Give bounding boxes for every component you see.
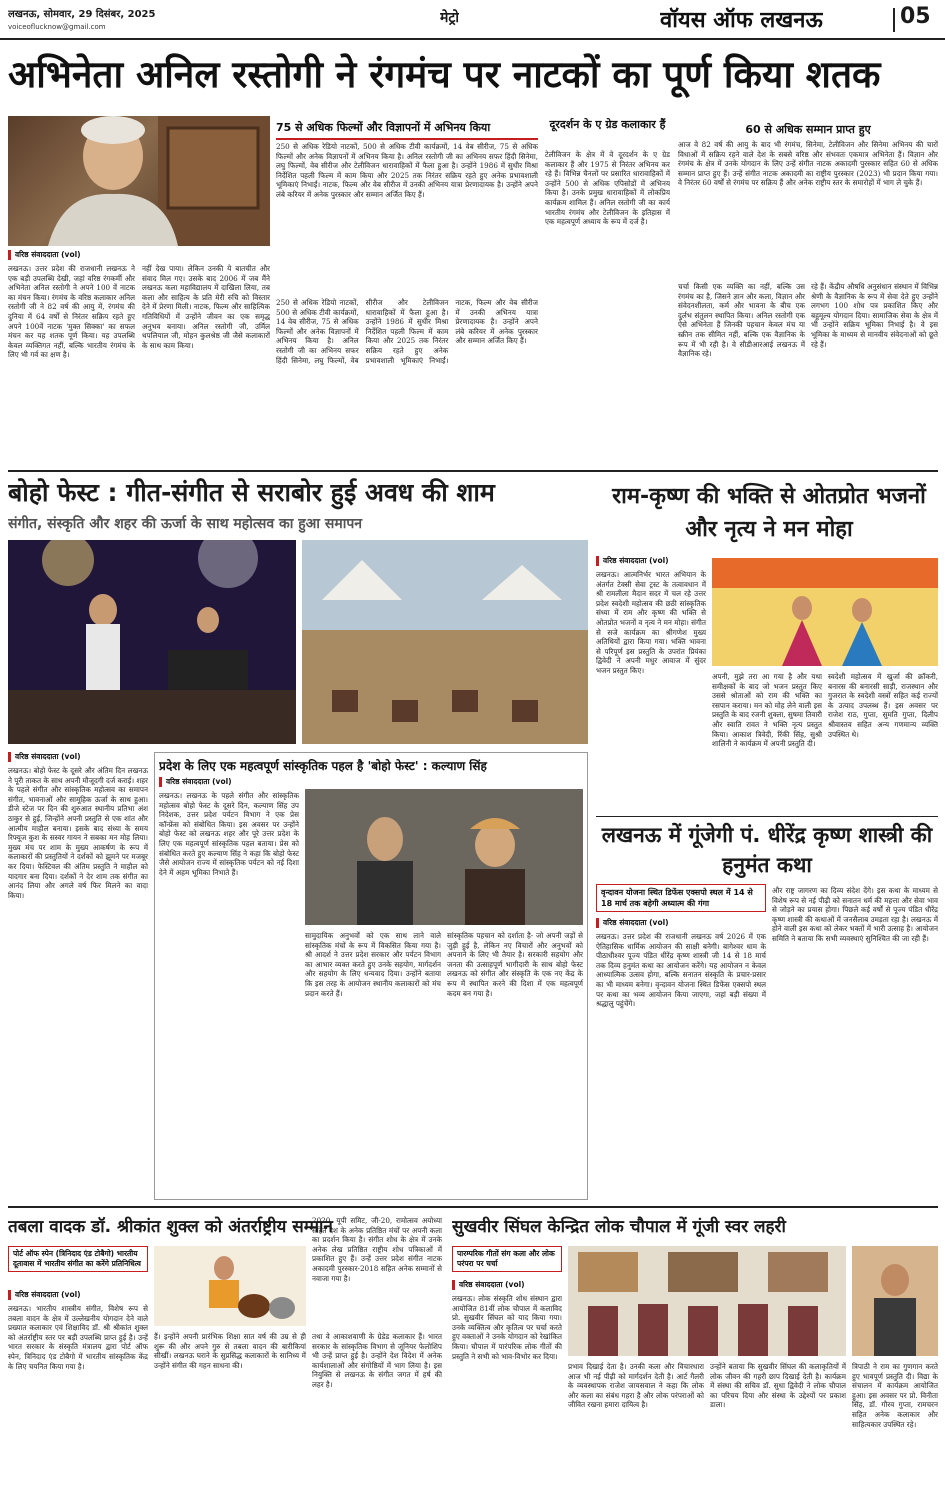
boho-box-byline: वरिष्ठ संवाददाता (vol) bbox=[159, 777, 294, 787]
tabla-column-extra: हैं। इन्होंने अपनी प्रारंभिक शिक्षा सात वर्ष की उम्र से ही शुरू की और अपने गुरु से तबला वादन की बारीकियां सीखीं। लखनऊ घराने के सुप्रसिद्ध कलाकारों के सानिध्य में उन्होंने संगीत की गहन साधना की। bbox=[154, 1332, 306, 1370]
page-divider bbox=[893, 8, 895, 32]
tabla-column-1: लखनऊ। भारतीय शास्त्रीय संगीत, विशेष रूप से तबला वादन के क्षेत्र में उल्लेखनीय योगदान देने वाले प्रख्यात कलाकार एवं शिक्षाविद डॉ. श्री श्रीकांत शुक्ल को अंतर्राष्ट्रीय स्तर पर बड़ी उपलब्धि प्राप्त हुई है। उन्हें भारत सरकार के संस्कृति मंत्रालय द्वारा पोर्ट ऑफ स्पेन, त्रिनिदाद एंड टोबैगो में भारतीय सांस्कृतिक केंद्र के लिए चयनित किया गया है। bbox=[8, 1304, 148, 1371]
lead-photo-anil-rastogi bbox=[8, 116, 270, 246]
lead-column-3b-text: 250 से अधिक रेडियो नाटकों, 500 से अधिक टीवी कार्यक्रमों, 14 वेब सीरीज, 75 से अधिक फिल्मों और अनेक विज्ञापनों में अभिनय किया है। अनिल रस्तोगी जी का अभिनय सफर हिंदी सिनेमा, लघु फिल्मों, वेब सीरीज और टेलीविजन धारावाहिकों में फैला हुआ है। उन्होंने 1986 में सुधीर मिश्रा निर्देशित पहली फिल्म में काम किया और 2025 तक निरंतर सक्रिय रहते हुए अनेक प्रभावशाली भूमिकाएं निभाईं। नाटक, फिल्म और वेब सीरीज में उनकी अभिनय यात्रा प्रेरणादायक है। उन्होंने अपने लंबे करियर में अनेक पुरस्कार और सम्मान अर्जित किए हैं। bbox=[276, 298, 538, 365]
crowd-illustration bbox=[302, 540, 588, 744]
lead-headline: अभिनेता अनिल रस्तोगी ने रंगमंच पर नाटकों का पूर्ण किया शतक bbox=[8, 53, 881, 96]
masthead bbox=[0, 0, 945, 40]
ramkrishna-column-2: अपनी, मुझे तरा आ गया है और यथा समीक्षकों के बाद जो भजन प्रस्तुत किए उससे श्रोताओं को राम की भक्ति का रसपान कराया। मन को मोह लेने वाली इस प्रस्तुति के बाद रजनी शुक्ला, सुषमा तिवारी और स्वाति रावत ने भक्ति नृत्य प्रस्तुत किया। आकाश त्रिवेदी, रिंकी सिंह, सुश्री शालिनी ने कार्यक्रम में अपनी प्रस्तुति दी। bbox=[712, 672, 822, 749]
ramkrishna-byline: वरिष्ठ संवाददाता (vol) bbox=[596, 556, 706, 566]
press-conference-illustration bbox=[305, 789, 583, 925]
group-photo-illustration bbox=[568, 1246, 846, 1356]
tabla-photo bbox=[154, 1246, 306, 1326]
lead-column-1: लखनऊ। उत्तर प्रदेश की राजधानी लखनऊ ने एक बड़ी उपलब्धि देखी, जहां वरिष्ठ रंगकर्मी और अभिनेता अनिल रस्तोगी ने अपने 100 वें नाटक का मंचन किया। रंगमंच के वरिष्ठ कलाकार अनिल रस्तोगी जी ने 82 वर्ष की आयु में, रंगमंच की दुनिया में 64 वर्षों से निरंतर सक्रिय रहते हुए अपने 100वें नाटक 'मुक्त सिक्का' का सफल मंचन कर यह शतक पूर्ण किया। यह उपलब्धि केवल व्यक्तिगत नहीं, बल्कि भारतीय रंगमंच के लिए भी गर्व का क्षण है। bbox=[8, 264, 135, 360]
boho-column-1: लखनऊ। बोहो फेस्ट के दूसरे और अंतिम दिन लखनऊ ने पूरी ताकत के साथ अपनी मौजूदगी दर्ज कराई। शहर के पहले संगीत और सांस्कृतिक महोत्सव का समापन संगीत, भावनाओं और सामूहिक ऊर्जा के साथ हुआ। डीजे स्टेज पर दिन की शुरुआत स्थानीय प्रतिभा अंश ठाकुर से हुई, जिन्होंने अपनी प्रस्तुति से एक शांत और आत्मीय माहौल बनाया। इसके बाद संध्या के समय रिफ्यूज कुश के सस्वर गायन ने सबका मन मोह लिया। मुख्य मंच पर शाम के मुख्य आकर्षण के रूप में कलाकारों की प्रस्तुतियों ने दर्शकों को झूमने पर मजबूर कर दिया। फेस्टिवल की अंतिम प्रस्तुति ने माहौल को यादगार बना दिया। दर्शकों ने देर शाम तक संगीत का आनंद लिया और अगले वर्ष फिर मिलने का वादा किया। bbox=[8, 766, 148, 900]
dhirendra-headline: लखनऊ में गूंजेगी पं. धीरेंद्र कृष्ण शास्त्री की हनुमंत कथा bbox=[601, 823, 933, 877]
tabla-column-2: 2020, यूपी समिट, जी-20, रामोत्सव अयोध्या सहित देश के अनेक प्रतिष्ठित मंचों पर अपनी कला का प्रदर्शन किया है। संगीत शोध के क्षेत्र में उनके अनेक लेख प्रतिष्ठित राष्ट्रीय शोध पत्रिकाओं में प्रकाशित हुए हैं। उन्हें उत्तर प्रदेश संगीत नाटक अकादमी पुरस्कार-2018 सहित अनेक सम्मानों से नवाजा गया है। bbox=[312, 1216, 442, 1283]
section-label: मेट्रो bbox=[440, 10, 460, 26]
lead-byline: वरिष्ठ संवाददाता (vol) bbox=[8, 250, 270, 260]
tabla-headline: तबला वादक डॉ. श्रीकांत शुक्ल को अंतर्राष्ट्रीय सम्मान bbox=[8, 1217, 333, 1237]
tabla-player-illustration bbox=[154, 1246, 306, 1326]
boho-byline: वरिष्ठ संवाददाता (vol) bbox=[8, 752, 148, 762]
boho-box-headline: प्रदेश के लिए एक महत्वपूर्ण सांस्कृतिक पहल है 'बोहो फेस्ट' : कल्याण सिंह bbox=[159, 759, 487, 773]
ramkrishna-column-1: लखनऊ। आत्मनिर्भर भारत अभियान के अंतर्गत टेक्सी सेवा ट्रस्ट के तत्वावधान में श्री रामलीला मैदान सदर में चल रहे उत्तर प्रदेश स्वदेशी महोत्सव की छठी सांस्कृतिक संध्या में राम और कृष्ण की भक्ति से ओतप्रोत भजनों व नृत्य ने मन मोहा। संगीत से सजे कार्यक्रम का श्रीगणेश मुख्य अतिथियों द्वारा किया गया। भक्ति भावना से परिपूर्ण इस प्रस्तुति के उपरांत प्रियंका द्विवेदी ने अपनी मधुर आवाज में सुंदर भजन प्रस्तुत किए। bbox=[596, 570, 706, 675]
chaupal-column-3: उन्होंने बताया कि सुखवीर सिंघल की कलाकृतियों में लोक जीवन की गहरी छाप दिखाई देती है। कार्यक्रम में संस्था की सचिव डॉ. सुधा द्विवेदी ने लोक चौपाल का परिचय दिया और संस्था के उद्देश्यों पर प्रकाश डाला। bbox=[710, 1362, 846, 1410]
lead-subhead-doordarshan: दूरदर्शन के ए ग्रेड कलाकार हैं bbox=[549, 118, 666, 131]
dhirendra-sidebar bbox=[596, 884, 766, 912]
divider-lead bbox=[8, 470, 938, 472]
chaupal-sidebar-text: पारम्परिक गीतों संग कला और लोक परंपरा पर चर्चा bbox=[457, 1249, 555, 1268]
chaupal-sidebar bbox=[452, 1246, 562, 1272]
tabla-byline: वरिष्ठ संवाददाता (vol) bbox=[8, 1290, 148, 1300]
lead-column-5: आज वे 82 वर्ष की आयु के बाद भी रंगमंच, सिनेमा, टेलीविजन और सिनेमा अभिनय की चारों विधाओं में सक्रिय रहने वाले देश के सबसे वरिष्ठ और संभवतः एकमात्र अभिनेता हैं। विज्ञान और रंगमंच के क्षेत्र में उनके योगदान के लिए उन्हें संगीत नाटक अकादमी पुरस्कार सहित 60 से अधिक सम्मान प्राप्त हुए हैं। उन्हें संगीत नाटक अकादमी का राष्ट्रीय पुरस्कार (2023) भी प्रदान किया गया। वे निरंतर 60 वर्षों से रंगमंच पर सक्रिय हैं और अनेक राष्ट्रीय स्तर के समारोहों में भाग ले चुके हैं। bbox=[678, 140, 938, 188]
lead-column-3b bbox=[276, 298, 538, 464]
page-number: 05 bbox=[900, 4, 931, 29]
boho-headline: बोहो फेस्ट : गीत-संगीत से सराबोर हुई अवध की शाम bbox=[8, 478, 495, 507]
ramkrishna-column-3: स्वदेशी महोत्सव में खुर्जा की क्रॉकरी, बनारस की बनारसी साड़ी, राजस्थान और गुजरात के स्वदेशी वस्त्रों सहित कई राज्यों के उत्पाद उपलब्ध हैं। इस अवसर पर राजेश राठ, गुप्ता, सुमति गुप्ता, दिलीप श्रीवास्तव सहित अन्य गणमान्य व्यक्ति उपस्थित थे। bbox=[828, 672, 938, 739]
tabla-sidebar-text: पोर्ट ऑफ स्पेन (त्रिनिदाद एंड टोबैगो) भारतीय दूतावास में भारतीय संगीत का करेंगे प्रतिनिधित्व bbox=[13, 1249, 141, 1268]
paper-name: वॉयस ऑफ लखनऊ bbox=[660, 8, 823, 33]
chaupal-column-4: त्रिपाठी ने राम का गुणगान करते हुए भावपूर्ण प्रस्तुति दी। विद्या के संचालन में कार्यक्रम आयोजित हुआ। इस अवसर पर प्रो. विनीता सिंह, डॉ. गौरव गुप्ता, रामचरन सहित अनेक कलाकार और साहित्यकार उपस्थित रहे। bbox=[852, 1362, 938, 1429]
speaker-illustration bbox=[852, 1246, 938, 1356]
chaupal-byline: वरिष्ठ संवाददाता (vol) bbox=[452, 1280, 562, 1290]
boho-subhead: संगीत, संस्कृति और शहर की ऊर्जा के साथ महोत्सव का हुआ समापन bbox=[8, 516, 363, 532]
chaupal-photo-group bbox=[568, 1246, 846, 1356]
ramkrishna-photo-dance bbox=[712, 558, 938, 666]
portrait-illustration bbox=[8, 116, 270, 246]
boho-box-column-3: सांस्कृतिक पहचान को दर्शाता है- जो अपनी जड़ों से जुड़ी हुई है, लेकिन नए विचारों और अनुभवों को अपनाने के लिए भी तैयार है। सरकारी सहयोग और जनता की उत्साहपूर्ण भागीदारी के साथ बोहो फेस्ट लखनऊ को संगीत और संस्कृति के एक नए केंद्र के रूप में स्थापित करने की दिशा में एक महत्वपूर्ण कदम बन गया है। bbox=[447, 931, 583, 998]
dhirendra-byline: वरिष्ठ संवाददाता (vol) bbox=[596, 918, 766, 928]
boho-photo-crowd bbox=[302, 540, 588, 744]
boho-box-column-1: लखनऊ। लखनऊ के पहले संगीत और सांस्कृतिक महोत्सव बोहो फेस्ट के दूसरे दिन, कल्याण सिंह उप निदेशक, उत्तर प्रदेश पर्यटन विभाग ने एक प्रेस कॉन्फ्रेंस को संबोधित किया। इस अवसर पर उन्होंने बोहो फेस्ट को लखनऊ शहर और पूरे उत्तर प्रदेश के लिए एक महत्वपूर्ण सांस्कृतिक पहल बताया। प्रेस को संबोधित करते हुए कल्याण सिंह ने कहा कि बोहो फेस्ट जैसे आयोजन राज्य में सांस्कृतिक पर्यटन को नई दिशा देने में अहम भूमिका निभाते हैं। bbox=[159, 791, 299, 877]
lead-subhead-awards: 60 से अधिक सम्मान प्राप्त हुए bbox=[745, 123, 871, 136]
lead-column-7: रहे हैं। केंद्रीय औषधि अनुसंधान संस्थान में विभिन्न श्रेणी के वैज्ञानिक के रूप में सेवा देते हुए उन्होंने लगभग 100 शोध पत्र प्रकाशित किए और बहुमूल्य योगदान दिया। सामाजिक सेवा के क्षेत्र में भी उन्होंने सक्रिय भूमिका निभाई है। वे इस भूमिका के माध्यम से मानवीय संवेदनाओं को छूते रहे हैं। bbox=[811, 282, 938, 349]
lead-column-2: नहीं देख पाया। लेकिन उनकी ये बातचीत और संवाद मिल गए। उसके बाद 2006 में जब मैंने लखनऊ कला महाविद्यालय में दाखिला लिया, तब कला और साहित्य के प्रति मेरी रुचि को विस्तार देने में प्रेरणा मिली। नाटक, फिल्म और साहित्यिक गतिविधियों में उन्होंने जीवन का एक समृद्ध अनुभव बनाया। अनिल रस्तोगी जी, उर्मिल थपलियाल जी, मोहन कुलश्रेष्ठ जी जैसे कलाकारों के साथ काम किया। bbox=[142, 264, 270, 350]
boho-box-column-2: सामुदायिक अनुभवों को एक साथ लाने वाले सांस्कृतिक मंचों के रूप में विकसित किया गया है। श्री आदर्श ने उत्तर प्रदेश सरकार और पर्यटन विभाग का आभार व्यक्त करते हुए उनके सहयोग, मार्गदर्शन और सहयोग के लिए धन्यवाद दिया। उन्होंने बताया कि इस तरह के आयोजन स्थानीय कलाकारों को मंच प्रदान करते हैं। bbox=[305, 931, 441, 998]
lead-column-6: चर्चा किसी एक व्यक्ति का नहीं, बल्कि उस रंगमंच का है, जिसने ज्ञान और कला, विज्ञान और संवेदनशीलता, कर्म और भावना के बीच एक दुर्लभ संतुलन स्थापित किया। अनिल रस्तोगी एक ऐसे अभिनेता हैं जिनकी पहचान केवल मंच या स्क्रीन तक सीमित नहीं, बल्कि एक वैज्ञानिक के रूप में भी रही है। वे सीडीआरआई लखनऊ में वैज्ञानिक रहे। bbox=[678, 282, 805, 359]
divider-right bbox=[596, 816, 938, 817]
dhirendra-sidebar-text: वृन्दावन योजना स्थित डिफेंस एक्सपो स्थल में 14 से 18 मार्च तक बहेगी अध्यात्म की गंगा bbox=[601, 888, 753, 908]
lead-column-3: 250 से अधिक रेडियो नाटकों, 500 से अधिक टीवी कार्यक्रमों, 14 वेब सीरीज, 75 से अधिक फिल्मों और अनेक विज्ञापनों में अभिनय किया है। अनिल रस्तोगी जी का अभिनय सफर हिंदी सिनेमा, लघु फिल्मों, वेब सीरीज और टेलीविजन धारावाहिकों में फैला हुआ है। उन्होंने 1986 में सुधीर मिश्रा निर्देशित पहली फिल्म में काम किया और 2025 तक निरंतर सक्रिय रहते हुए अनेक प्रभावशाली भूमिकाएं निभाईं। नाटक, फिल्म और वेब सीरीज में उनकी अभिनय यात्रा प्रेरणादायक है। उन्होंने अपने लंबे करियर में अनेक पुरस्कार और सम्मान अर्जित किए हैं। bbox=[276, 142, 538, 199]
masthead-email: voiceoflucknow@gmail.com bbox=[8, 23, 106, 31]
ramkrishna-headline: राम-कृष्ण की भक्ति से ओतप्रोत भजनों और नृत्य ने मन मोहा bbox=[612, 484, 926, 542]
boho-box bbox=[154, 752, 588, 1200]
tabla-column-3: तथा वे आकाशवाणी के ग्रेडेड कलाकार हैं। भारत सरकार के सांस्कृतिक विभाग से जूनियर फेलोशिप भी उन्हें प्राप्त हुई है। उन्होंने देश विदेश में अनेक कार्यशालाओं और संगोष्ठियों में भाग लिया है। इस नियुक्ति से लखनऊ के संगीत जगत में हर्ष की लहर है। bbox=[312, 1332, 442, 1389]
divider-bottom bbox=[8, 1206, 938, 1208]
stage-performance-illustration bbox=[8, 540, 296, 744]
lead-column-4: टेलीविजन के क्षेत्र में वे दूरदर्शन के ए ग्रेड कलाकार हैं और 1975 से निरंतर अभिनय कर रहे हैं। विभिन्न चैनलों पर प्रसारित धारावाहिकों में उन्होंने 500 से अधिक एपिसोडों में अभिनय किया है। उनके प्रमुख धारावाहिकों में लोकप्रिय कार्यक्रम शामिल हैं। अनिल रस्तोगी जी का कार्य भारतीय रंगमंच और टेलीविजन के इतिहास में एक महत्वपूर्ण अध्याय के रूप में दर्ज है। bbox=[545, 150, 670, 227]
chaupal-photo-speaker bbox=[852, 1246, 938, 1356]
dhirendra-column-2: और राष्ट्र जागरण का दिव्य संदेश देंगे। इस कथा के माध्यम से विशेष रूप से नई पीढ़ी को सनातन धर्म की महत्ता और सेवा भाव से जोड़ने का प्रयास होगा। पिछले कई वर्षों से पूज्य पंडित धीरेंद्र कृष्ण शास्त्री की कथाओं में जनसैलाब उमड़ता रहा है। लखनऊ में होने वाली इस कथा को लेकर भक्तों में भारी उत्साह है। आयोजन समिति ने बताया कि सभी व्यवस्थाएं सुनिश्चित की जा रही हैं। bbox=[772, 886, 938, 943]
chaupal-column-1: लखनऊ। लोक संस्कृति शोध संस्थान द्वारा आयोजित 81वीं लोक चौपाल में कलाविद प्रो. सुखवीर सिंघल को याद किया गया। उनके व्यक्तित्व और कृतित्व पर चर्चा करते हुए वक्ताओं ने उनके योगदान को रेखांकित किया। चौपाल में पारंपरिक लोक गीतों की प्रस्तुति ने सभी को भाव-विभोर कर दिया। bbox=[452, 1294, 562, 1361]
lead-subhead-films: 75 से अधिक फिल्मों और विज्ञापनों में अभिनय किया bbox=[276, 120, 538, 140]
dance-performance-illustration bbox=[712, 558, 938, 666]
boho-photo-stage bbox=[8, 540, 296, 744]
boho-box-photo-press bbox=[305, 789, 583, 925]
chaupal-column-2: प्रभाव दिखाई देता है। उनकी कला और विचारधारा आज भी नई पीढ़ी को मार्गदर्शन देती है। आर्ट गैलरी के व्यवस्थापक राजेश जायसवाल ने कहा कि लोक और कला का संबंध गहरा है और लोक परंपराओं को जीवित रखना हमारा दायित्व है। bbox=[568, 1362, 704, 1410]
dhirendra-column-1: लखनऊ। उत्तर प्रदेश की राजधानी लखनऊ वर्ष 2026 में एक ऐतिहासिक धार्मिक आयोजन की साक्षी बनेगी। बागेश्वर धाम के पीठाधीश्वर पूज्य पंडित धीरेंद्र कृष्ण शास्त्री जी 14 से 18 मार्च तक दिव्य हनुमंत कथा का आयोजन करेंगे। यह आयोजन न केवल आध्यात्मिक उत्सव होगा, बल्कि सनातन संस्कृति के प्रचार-प्रसार का भी माध्यम बनेगा। वृन्दावन योजना स्थित डिफेंस एक्सपो स्थल पर कथा का भव्य आयोजन किया जाएगा, जहां बड़ी संख्या में श्रद्धालु पहुंचेंगे। bbox=[596, 932, 766, 1009]
tabla-sidebar bbox=[8, 1246, 148, 1272]
masthead-date: लखनऊ, सोमवार, 29 दिसंबर, 2025 bbox=[8, 9, 156, 20]
chaupal-headline: सुखवीर सिंघल केन्द्रित लोक चौपाल में गूंजी स्वर लहरी bbox=[452, 1217, 786, 1237]
